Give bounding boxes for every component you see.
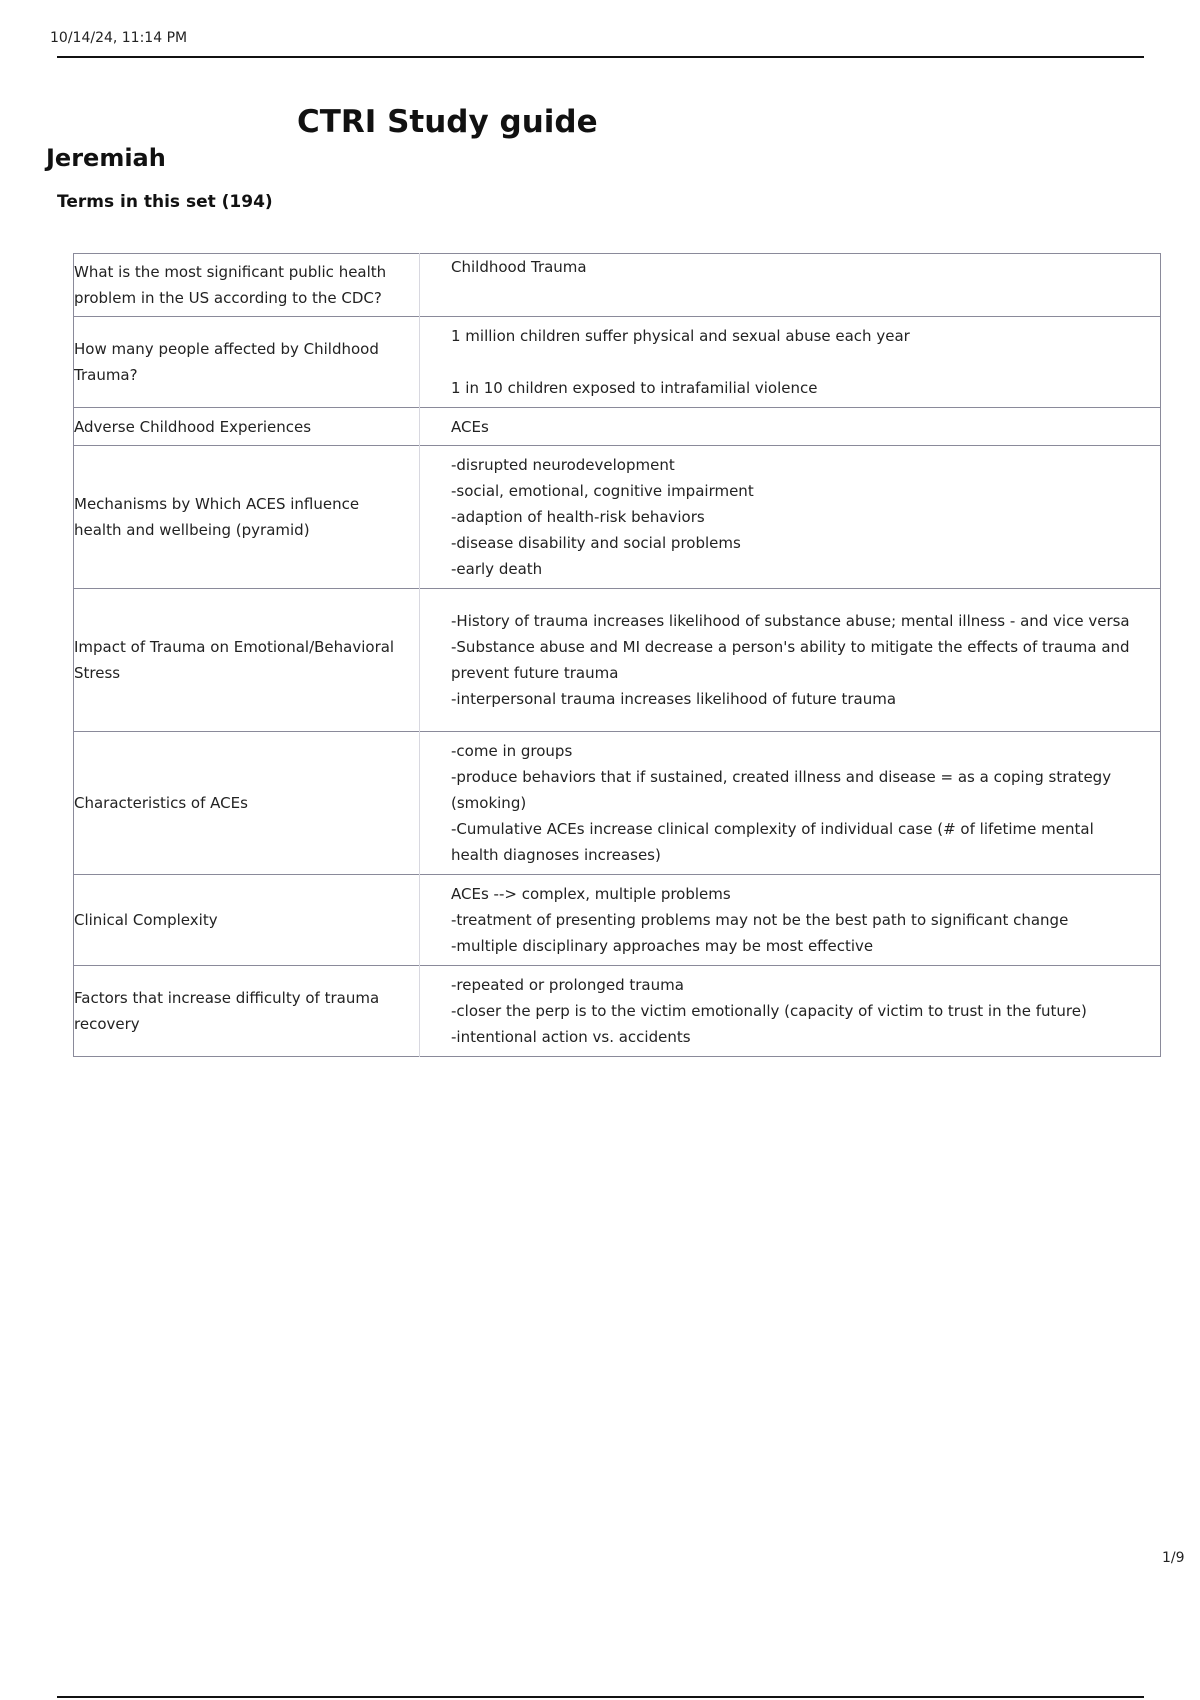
definition-cell [420, 732, 1161, 875]
definition-cell [420, 589, 1161, 732]
definition-line: ACEs --> complex, multiple problems [451, 885, 731, 903]
definition-line: 1 million children suffer physical and sexual abuse each year [451, 327, 910, 345]
definition-line: -disrupted neurodevelopment [451, 456, 675, 474]
term-cell: Characteristics of ACEs [74, 732, 420, 875]
definition-line: -Cumulative ACEs increase clinical complexity of individual case (# of lifetime mental health diagnoses increases) [451, 820, 1094, 864]
definition-line: -social, emotional, cognitive impairment [451, 482, 754, 500]
definition-line: -come in groups [451, 742, 573, 760]
definition-line: ACEs [451, 417, 489, 436]
term-cell: What is the most significant public health problem in the US according to the CDC? [74, 254, 420, 317]
term-cell: Adverse Childhood Experiences [74, 408, 420, 446]
definition-cell [420, 446, 1161, 589]
table-row [74, 446, 1161, 589]
table-row [74, 254, 1161, 317]
definition-cell [420, 408, 1161, 446]
definition-line: -closer the perp is to the victim emotionally (capacity of victim to trust in the future) [451, 1002, 1087, 1020]
terms-count-label: Terms in this set (194) [57, 192, 273, 212]
table-row [74, 408, 1161, 446]
definition-line: 1 in 10 children exposed to intrafamilial violence [451, 379, 818, 397]
definition-cell [420, 254, 1161, 317]
definition-line: -interpersonal trauma increases likelihood of future trauma [451, 690, 897, 708]
header-divider [57, 56, 1144, 58]
page-title: CTRI Study guide [297, 104, 598, 140]
definition-line: -disease disability and social problems [451, 534, 741, 552]
page-number: 1/9 [1162, 1550, 1185, 1566]
definition-line: -treatment of presenting problems may not be the best path to significant change [451, 911, 1069, 929]
term-cell: Impact of Trauma on Emotional/Behavioral Stress [74, 589, 420, 732]
definition-line: -multiple disciplinary approaches may be most effective [451, 937, 874, 955]
table-row [74, 732, 1161, 875]
table-row [74, 875, 1161, 966]
definition-line: -repeated or prolonged trauma [451, 976, 684, 994]
term-cell: Clinical Complexity [74, 875, 420, 966]
definition-line: -early death [451, 560, 543, 578]
print-timestamp: 10/14/24, 11:14 PM [50, 30, 188, 46]
author-name: Jeremiah [46, 144, 166, 172]
footer-divider [57, 1696, 1144, 1698]
definition-cell [420, 875, 1161, 966]
table-row [74, 589, 1161, 732]
definition-line: -produce behaviors that if sustained, created illness and disease = as a coping strategy (smoking) [451, 768, 1112, 812]
definition-cell [420, 966, 1161, 1057]
definition-line: -History of trauma increases likelihood of substance abuse; mental illness - and vice versa [451, 612, 1130, 630]
table-row [74, 966, 1161, 1057]
table-row [74, 317, 1161, 408]
definition-line: -Substance abuse and MI decrease a person's ability to mitigate the effects of trauma and prevent future trauma [451, 638, 1130, 682]
term-cell: How many people affected by Childhood Trauma? [74, 317, 420, 408]
definition-line: -adaption of health-risk behaviors [451, 508, 705, 526]
definition-line: Childhood Trauma [451, 258, 587, 276]
term-cell: Factors that increase difficulty of trauma recovery [74, 966, 420, 1057]
definition-cell [420, 317, 1161, 408]
definition-line: -intentional action vs. accidents [451, 1028, 691, 1046]
terms-table [73, 253, 1161, 1057]
line-spacer [451, 349, 1140, 375]
term-cell: Mechanisms by Which ACES influence health and wellbeing (pyramid) [74, 446, 420, 589]
